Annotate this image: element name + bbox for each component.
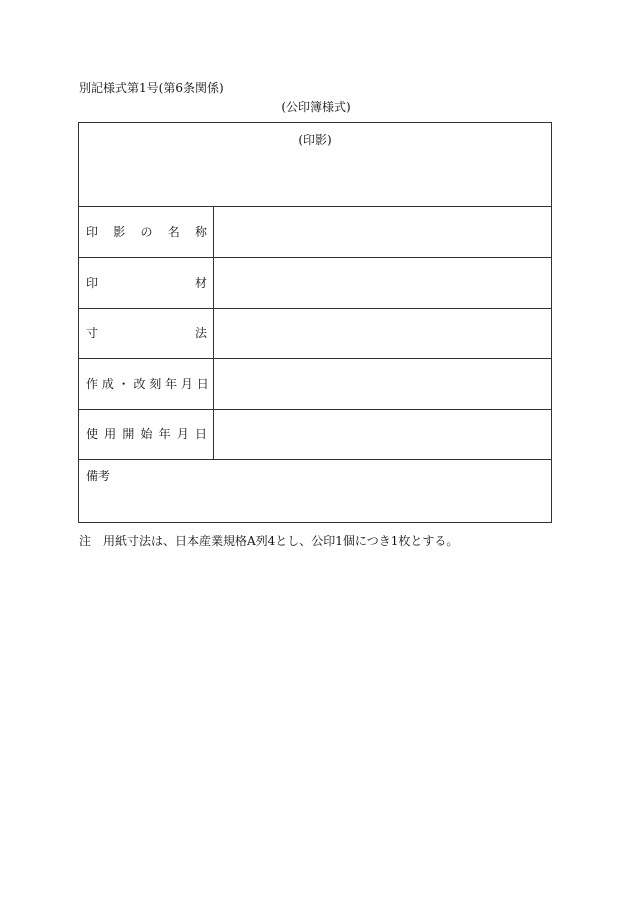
seal-material-value [214,258,551,308]
seal-impression-area [79,123,551,207]
table-row-start-date [79,409,551,460]
seal-name-label: 印 影 の 名 称 [86,225,207,239]
table-row-seal-name [79,207,551,258]
row-label-cell [79,359,214,409]
creation-date-value [214,359,551,409]
table-row-seal-material [79,258,551,309]
footnote: 注 用紙寸法は、日本産業規格A列4とし、公印1個につき1枚とする。 [79,534,459,548]
dimensions-label: 寸 法 [86,326,207,340]
seal-register-table [78,122,552,523]
start-date-label: 使 用 開 始 年 月 日 [86,427,207,441]
form-title: 別記様式第1号(第6条関係) [79,81,224,95]
dimensions-value [214,308,551,358]
table-row-creation-date [79,359,551,410]
start-date-value [214,409,551,459]
row-label-cell [79,258,214,308]
seal-name-value [214,207,551,257]
remarks-cell [79,460,551,522]
remarks-label: 備考 [86,469,111,483]
form-subtitle: (公印簿様式) [281,100,351,114]
seal-impression-caption: (印影) [298,133,332,147]
row-label-cell [79,409,214,459]
row-label-cell [79,207,214,257]
creation-date-label: 作 成 ・ 改 刻 年 月 日 [86,377,209,391]
table-row-dimensions [79,308,551,359]
row-label-cell [79,308,214,358]
seal-material-label: 印 材 [86,276,207,290]
